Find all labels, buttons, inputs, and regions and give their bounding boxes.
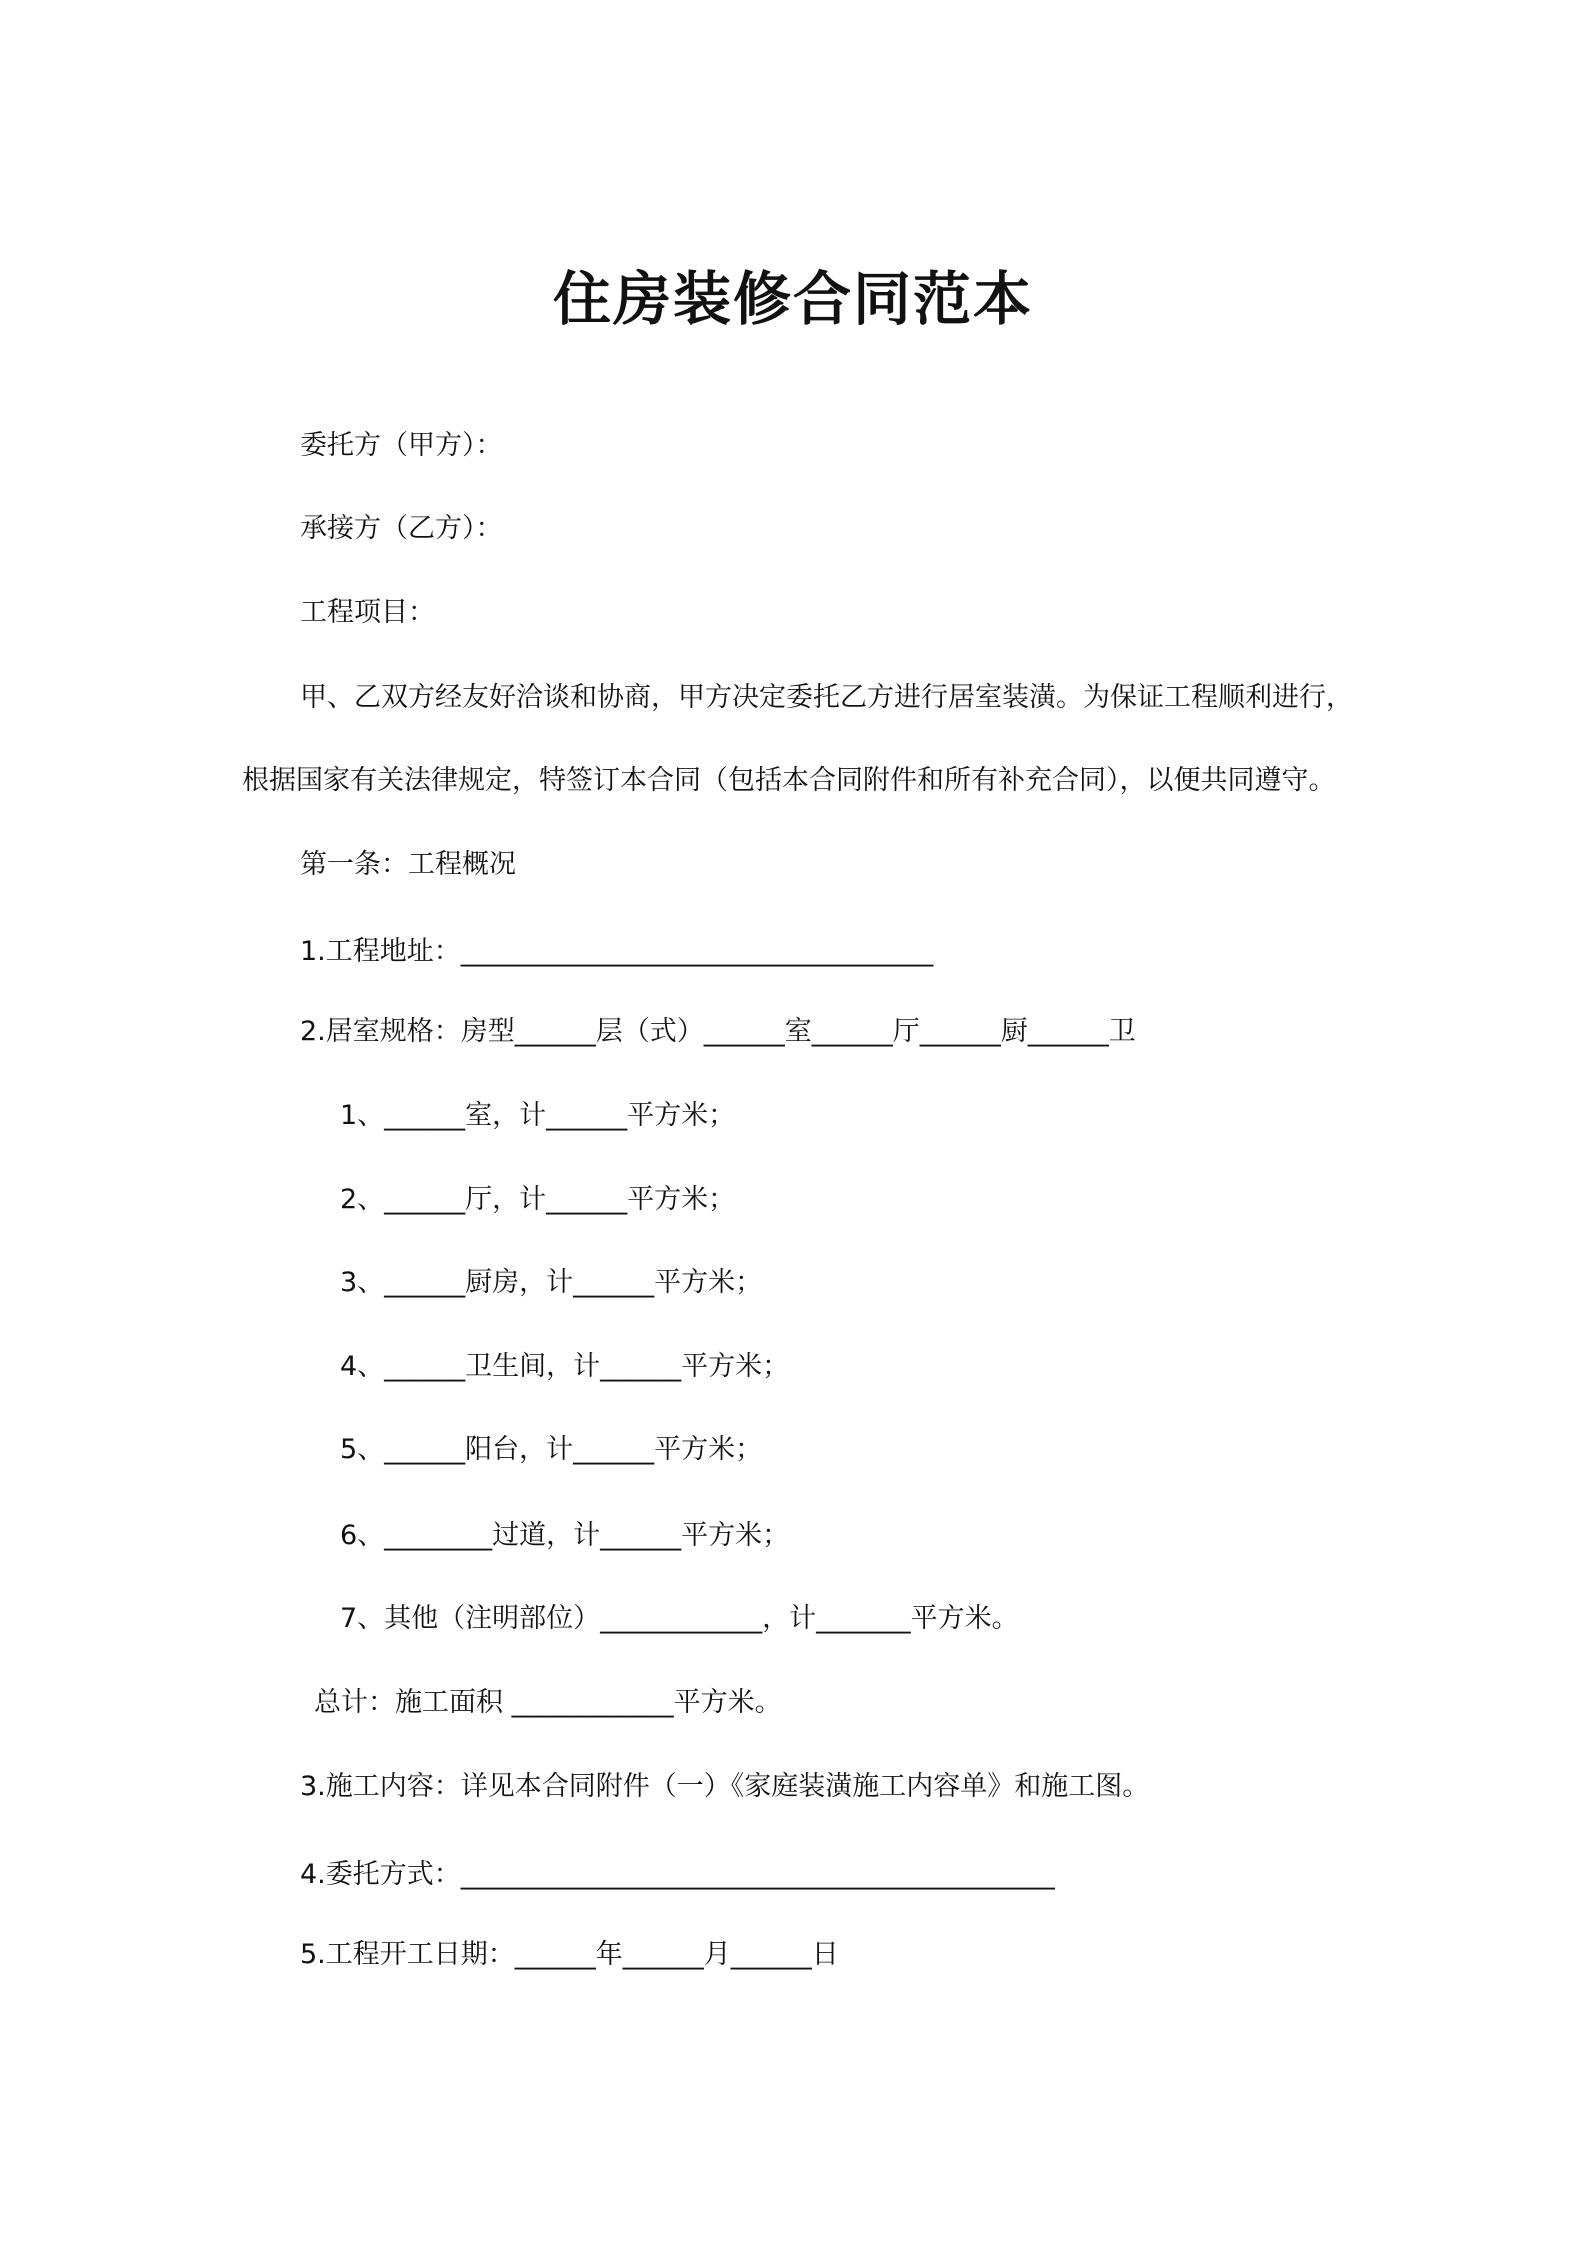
room-item-5: 5、______阳台，计______平方米； (340, 1434, 763, 1465)
room-item-4: 4、______卫生间，计______平方米； (340, 1351, 790, 1382)
room-item-1: 1、______室，计______平方米； (340, 1100, 736, 1131)
start-date-field: 5.工程开工日期：______年______月______日 (300, 1939, 839, 1970)
intro-paragraph-line-1: 甲、乙双方经友好洽谈和协商，甲方决定委托乙方进行居室装潢。为保证工程顺利进行， (300, 682, 1353, 713)
construction-content: 3.施工内容：详见本合同附件（一）《家庭装潢施工内容单》和施工图。 (300, 1771, 1150, 1802)
article-1-heading: 第一条：工程概况 (300, 849, 516, 880)
total-area-field: 总计：施工面积 ____________平方米。 (314, 1687, 782, 1718)
party-b-label: 承接方（乙方）： (300, 513, 503, 544)
room-item-3: 3、______厨房，计______平方米； (340, 1267, 763, 1298)
party-a-label: 委托方（甲方）： (300, 430, 503, 461)
room-item-6: 6、________过道，计______平方米； (340, 1520, 790, 1551)
project-label: 工程项目： (300, 597, 435, 628)
address-field: 1.工程地址：___________________________________ (300, 936, 934, 967)
document-title: 住房装修合同范本 (552, 265, 1033, 333)
room-spec-field: 2.居室规格：房型______层（式）______室______厅______厨______卫 (300, 1016, 1136, 1047)
commission-method-field: 4.委托方式：____________________________________________ (300, 1859, 1055, 1890)
intro-paragraph-line-2: 根据国家有关法律规定，特签订本合同（包括本合同附件和所有补充合同），以便共同遵守。 (242, 765, 1336, 796)
room-item-2: 2、______厅，计______平方米； (340, 1184, 736, 1215)
room-item-7: 7、其他（注明部位）____________，计_______平方米。 (340, 1603, 1019, 1634)
